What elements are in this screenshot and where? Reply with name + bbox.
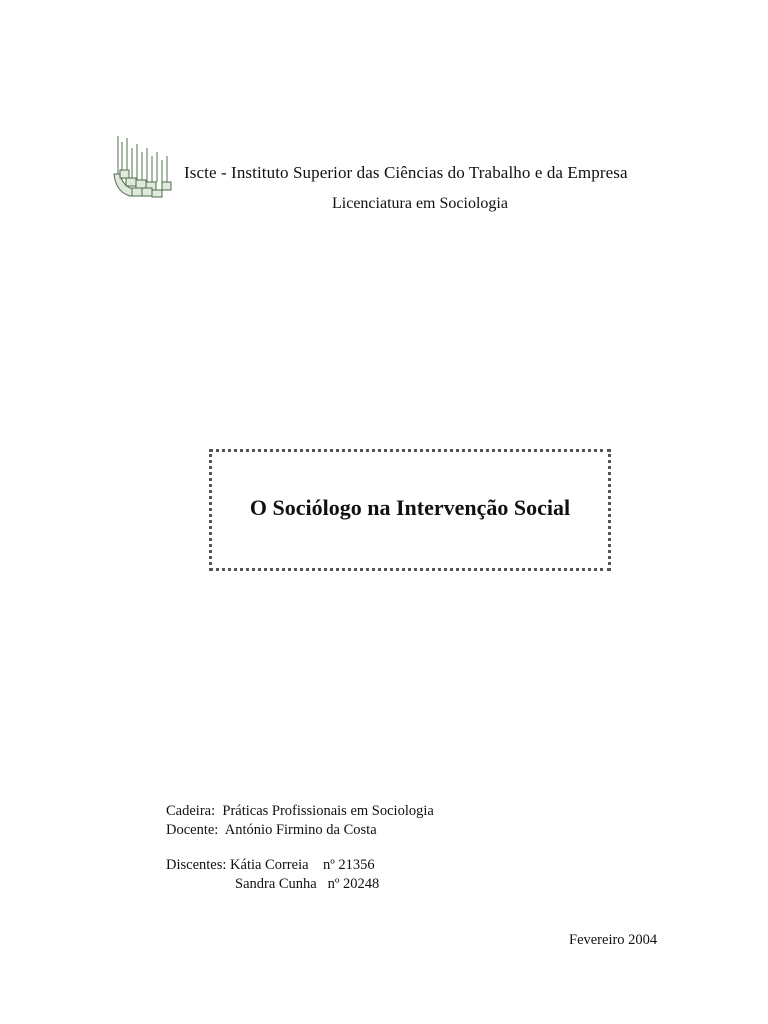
student-number: nº 21356 — [323, 857, 375, 873]
docente-line — [166, 822, 377, 839]
docente-value: António Firmino da Costa — [224, 822, 377, 838]
iscte-logo-icon — [112, 134, 176, 200]
document-date: Fevereiro 2004 — [569, 932, 658, 948]
student-number: nº 20248 — [327, 876, 380, 892]
student-line-2 — [235, 876, 379, 893]
cadeira-label: Cadeira: — [166, 803, 216, 819]
student-line-1 — [166, 857, 375, 874]
student-name: Sandra Cunha — [235, 876, 317, 892]
docente-label: Docente: — [166, 822, 219, 838]
document-title: O Sociólogo na Intervenção Social — [249, 495, 571, 520]
degree-name: Licenciatura em Sociologia — [332, 195, 508, 212]
discentes-label: Discentes: — [166, 857, 227, 873]
student-name: Kátia Correia — [230, 857, 309, 873]
institution-name: Iscte - Instituto Superior das Ciências do Trabalho e da Empresa — [184, 163, 628, 182]
course-line — [166, 803, 434, 820]
cadeira-value: Práticas Profissionais em Sociologia — [222, 803, 434, 819]
title-box — [209, 449, 611, 571]
